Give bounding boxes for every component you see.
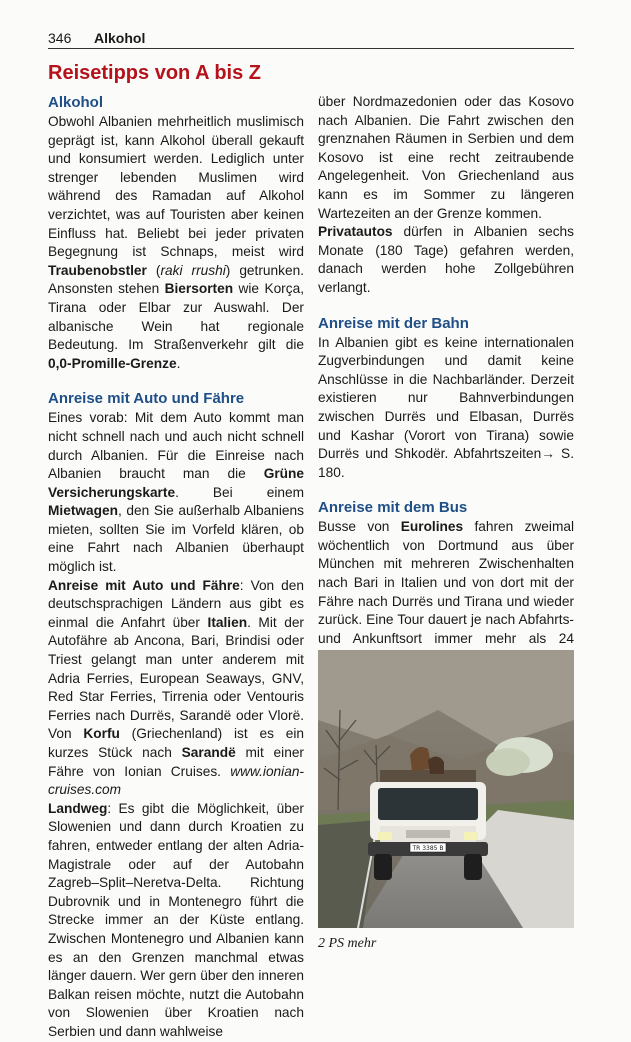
ionian-link[interactable]: www.ionian-cruises.com: [48, 763, 304, 798]
chapter-title: Reisetipps von A bis Z: [48, 62, 261, 84]
paragraph-auto-faehre: Anreise mit Auto und Fähre: Von den deutschsprachigen Ländern aus gibt es einmal die Anfahrt über Italien. Mit der Autofähre ab Ancona, Bari, Brindisi oder Triest gelangt man unter anderem mit Adria Ferries, European Seaways, GNV, Red Star Ferries, Tirrenia oder Ventouris Ferries nach Durrës, Sarandë oder Vlorë. Von Korfu (Griechenland) ist es ein kurzes Stück nach Sarandë mit einer Fähre von Ionian Cruises. www.ionian-cruises.com: [48, 577, 305, 798]
heading-bus: Anreise mit dem Bus: [318, 499, 468, 517]
right-column: [318, 93, 574, 704]
paragraph-bahn: In Albanien gibt es keine internationalen Zugverbindungen und damit keine Anschlüsse in die Nachbarländer. Derzeit existieren nur Bahnverbindungen zwischen Durrës und Elbasan, Durrës und Kashar (Vorort von Tirana) sowie Durrës und Shkodër. Abfahrtszeiten→ S. 180.: [318, 334, 574, 480]
paragraph-landweg-cont: über Nordmazedonien oder das Kosovo nach Albanien. Die Fahrt zwischen den grenznahen Räumen in Serbien und dem Kosovo ist eine recht zeitraubende Angelegenheit. Von Griechenland aus kann es im Sommer zu längeren Wartezeiten an der Grenze kommen.: [318, 94, 574, 221]
heading-alkohol: Alkohol: [48, 94, 103, 111]
heading-bahn: Anreise mit der Bahn: [318, 314, 469, 332]
paragraph-landweg: Landweg: Es gibt die Möglichkeit, über Slowenien und dann durch Kroatien zu fahren, entweder entlang der alten Adria-Magistrale oder auf der Autobahn Zagreb–Split–Neretva-Delta. Richtung Dubrovnik und in Montenegro führt die Strecke immer an der Küste entlang. Zwischen Montenegro und Albanien kann es an den Grenzen manchmal etwas länger dauern. Wer gern über den inneren Balkan reisen möchte, nutzt die Autobahn von Slowenien über Kroatien nach Serbien und dann wahlweise: [48, 800, 304, 1039]
photo-caption: 2 PS mehr: [318, 936, 377, 951]
left-column: [48, 93, 304, 1042]
running-head-section: Alkohol: [94, 30, 146, 46]
paragraph-privatautos: Privatautos dürfen in Albanien sechs Monate (180 Tage) gefahren werden, danach werden hohe Zollgebühren verlangt.: [318, 224, 574, 295]
license-plate: TR 3385 B: [412, 845, 444, 852]
photo-truck-with-horses: [318, 650, 574, 928]
heading-auto: Anreise mit Auto und Fähre: [48, 390, 245, 408]
paragraph-bus: Busse von Eurolines fahren zweimal wöchentlich von Dortmund aus über München mit mehreren Zwischenhalten nach Bari in Italien und von dort mit der Fähre nach Durrës und Tirana und wieder zurück. Eine Tour dauert je nach Abfahrts- und Ankunftsort immer mehr als 24: [318, 519, 575, 646]
paragraph-auto-intro: Eines vorab: Mit dem Auto kommt man nicht schnell nach und auch nicht schnell durch Albanien. Für die Einreise nach Albanien braucht man die Grüne Versicherungskarte. Bei einem Mietwagen, den Sie außerhalb Albaniens mieten, sollten Sie im Vorfeld klären, ob eine Fahrt nach Albanien überhaupt möglich ist.: [48, 410, 304, 575]
page-number: 346: [48, 30, 72, 46]
photo-illustration: [318, 650, 574, 928]
running-head: [48, 28, 574, 49]
paragraph-alkohol: Obwohl Albanien mehrheitlich muslimisch geprägt ist, kann Alkohol überall gekauft und konsumiert werden. Lediglich unter strenger lebenden Muslimen wird während des Ramadan auf Alkohol verzichtet, was auf Touristen aber keinen Einfluss hat. Beliebt bei jeder privaten Begegnung ist Schnaps, meist wird Traubenobstler (raki rrushi) getrunken. Ansonsten stehen Biersorten wie Korça, Tirana oder Elbar zur Auswahl. Der albanische Wein hat regionale Bedeutung. Im Straßenverkehr gilt die 0,0-Promille-Grenze.: [48, 114, 304, 371]
